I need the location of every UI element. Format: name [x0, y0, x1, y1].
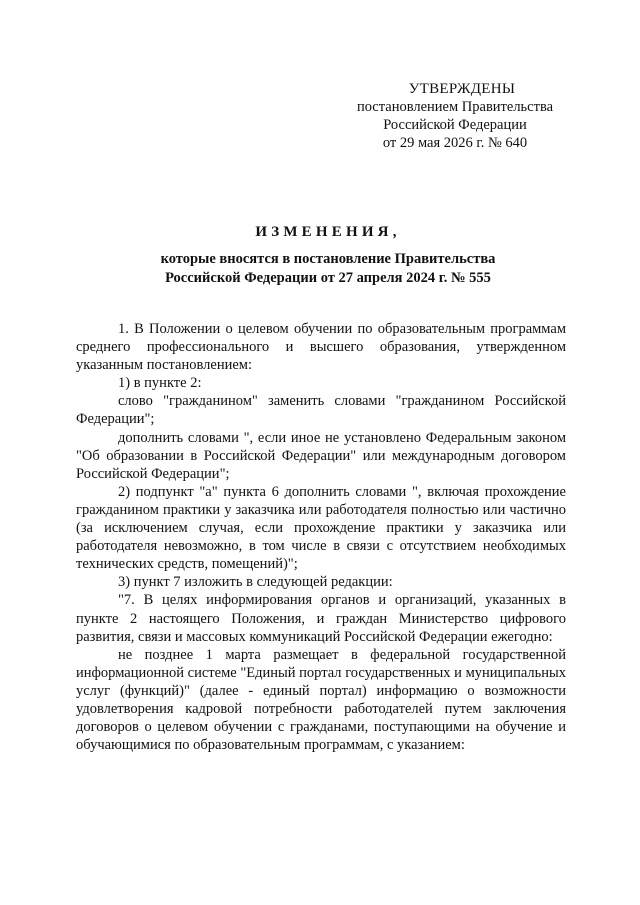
document-subtitle — [0, 250, 640, 288]
approval-line-3: от 29 мая 2026 г. № 640 — [382, 135, 528, 151]
paragraph: 1) в пункте 2: — [118, 375, 202, 392]
document-title: ИЗМЕНЕНИЯ, — [255, 224, 401, 240]
paragraph: 3) пункт 7 изложить в следующей редакции: — [118, 574, 393, 591]
approval-line-2: Российской Федерации — [383, 117, 527, 133]
paragraph: 1. В Положении о целевом обучении по образовательным программам среднего профессионального и высшего образования, утвержденном указанным постановлением: — [76, 321, 566, 374]
paragraph: не позднее 1 марта размещает в федеральной государственной информационной системе "Единый портал государственных и муниципальных услуг (функций)" (далее - единый портал) информацию о возможности удовлетворения кадровой потребности работодателей путем заключения договоров о целевом обучении с гражданами, поступающими на обучение и обучающимися по образовательным программам, с указанием: — [76, 646, 566, 754]
paragraph: 2) подпункт "а" пункта 6 дополнить словами ", включая прохождение гражданином практики у заказчика или работодателя полностью или частично (за исключением случая, если прохождение практики у заказчика или работодателя невозможно, в том числе в связи с отсутствием необходимых технических средств, помещений)"; — [76, 483, 566, 573]
paragraph: дополнить словами ", если иное не установлено Федеральным законом "Об образовании в Российской Федерации" или международным договором Российской Федерации"; — [76, 429, 566, 482]
approval-stamp — [330, 80, 580, 152]
document-body — [76, 320, 566, 754]
paragraph: "7. В целях информирования органов и организаций, указанных в пункте 2 настоящего Положения, и граждан Министерство цифрового развития, связи и массовых коммуникаций Российской Федерации ежегодно: — [76, 592, 566, 645]
subtitle-line-2: Российской Федерации от 27 апреля 2024 г. № 555 — [165, 270, 491, 286]
approval-heading: УТВЕРЖДЕНЫ — [408, 81, 516, 97]
subtitle-line-1: которые вносятся в постановление Правительства — [160, 251, 496, 267]
approval-line-1: постановлением Правительства — [356, 99, 554, 115]
paragraph: слово "гражданином" заменить словами "гражданином Российской Федерации"; — [76, 393, 566, 428]
